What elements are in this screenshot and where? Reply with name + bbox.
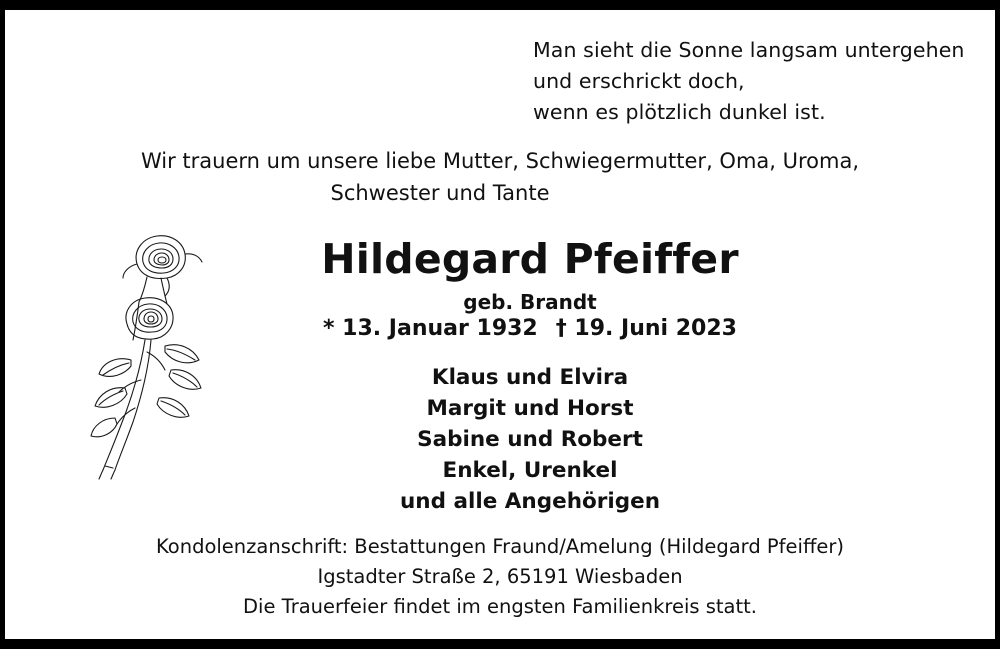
family-line-5: und alle Angehörigen	[399, 489, 661, 514]
intro-line-2: Schwester und Tante	[330, 181, 550, 205]
footer-block	[5, 532, 995, 622]
poem-line-3: wenn es plötzlich dunkel ist.	[533, 100, 826, 124]
intro-line-1: Wir trauern um unsere liebe Mutter, Schwiegermutter, Oma, Uroma,	[140, 149, 860, 173]
poem-line-2: und erschrickt doch,	[533, 69, 745, 93]
death-date: † 19. Juni 2023	[555, 316, 737, 341]
address-line: Igstadter Straße 2, 65191 Wiesbaden	[317, 565, 683, 588]
intro-block	[5, 145, 995, 209]
deceased-name: Hildegard Pfeiffer	[321, 235, 739, 283]
family-line-2: Margit und Horst	[426, 396, 634, 421]
notice-inner	[5, 10, 995, 639]
family-line-3: Sabine und Robert	[417, 427, 643, 452]
birth-date: * 13. Januar 1932	[323, 316, 538, 341]
condolence-address-line: Kondolenzanschrift: Bestattungen Fraund/Amelung (Hildegard Pfeiffer)	[155, 535, 845, 558]
maiden-name: geb. Brandt	[463, 290, 597, 314]
poem-block	[5, 35, 995, 128]
poem-line-1: Man sieht die Sonne langsam untergehen	[533, 38, 965, 62]
family-block	[5, 362, 995, 517]
ceremony-note: Die Trauerfeier findet im engsten Familienkreis statt.	[243, 595, 757, 618]
family-line-4: Enkel, Urenkel	[442, 458, 618, 483]
family-line-1: Klaus und Elvira	[431, 365, 629, 390]
life-dates	[5, 316, 995, 341]
